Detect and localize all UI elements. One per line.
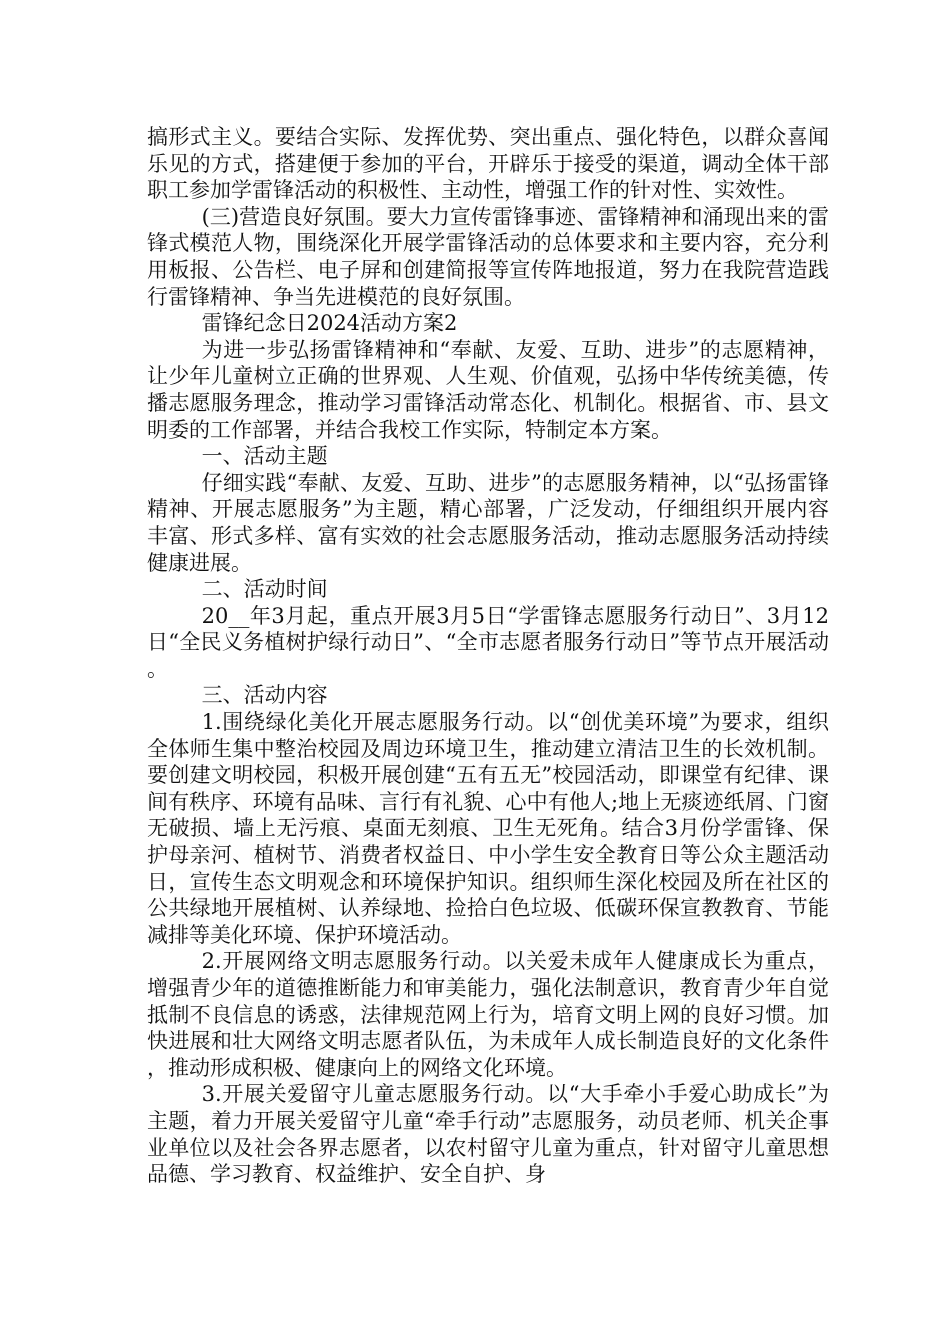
paragraph-intro: 为进一步弘扬雷锋精神和“奉献、友爱、互助、进步”的志愿精神，让少年儿童树立正确的世界观、人生观、价值观，弘扬中华传统美德，传播志愿服务理念，推动学习雷锋活动常态化、机制化。根据省、市、县文明委的工作部署，并结合我校工作实际，特制定本方案。 <box>147 337 829 442</box>
paragraph-content-3: 3.开展关爱留守儿童志愿服务行动。以“大手牵小手爱心助成长”为主题，着力开展关爱留守儿童“牵手行动”志愿服务，动员老师、机关企事业单位以及社会各界志愿者，以农村留守儿童为重点，针对留守儿童思想品德、学习教育、权益维护、安全自护、身 <box>147 1082 829 1187</box>
paragraph-content-2: 2.开展网络文明志愿服务行动。以关爱未成年人健康成长为重点，增强青少年的道德推断能力和审美能力，强化法制意识，教育青少年自觉抵制不良信息的诱惑，法律规范网上行为，培育文明上网的良好习惯。加快进展和壮大网络文明志愿者队伍，为未成年人成长制造良好的文化条件，推动形成积极、健康向上的网络文化环境。 <box>147 949 829 1080</box>
paragraph-time: 20__年3月起，重点开展3月5日“学雷锋志愿服务行动日”、3月12日“全民义务植树护绿行动日”、“全市志愿者服务行动日”等节点开展活动。 <box>147 603 829 681</box>
paragraph-theme: 仔细实践“奉献、友爱、互助、进步”的志愿服务精神，以“弘扬雷锋精神、开展志愿服务”为主题，精心部署，广泛发动，仔细组织开展内容丰富、形式多样、富有实效的社会志愿服务活动，推动志愿服务活动持续健康进展。 <box>147 470 829 575</box>
heading-activity-time: 二、活动时间 <box>201 577 328 602</box>
paragraph-atmosphere: (三)营造良好氛围。要大力宣传雷锋事迹、雷锋精神和涌现出来的雷锋式模范人物，围绕深化开展学雷锋活动的总体要求和主要内容，充分利用板报、公告栏、电子屏和创建简报等宣传阵地报道，努力在我院营造践行雷锋精神、争当先进模范的良好氛围。 <box>147 204 829 309</box>
heading-activity-theme: 一、活动主题 <box>201 444 328 469</box>
paragraph-content-1: 1.围绕绿化美化开展志愿服务行动。以“创优美环境”为要求，组织全体师生集中整治校园及周边环境卫生，推动建立清洁卫生的长效机制。要创建文明校园，积极开展创建“五有五无”校园活动，即课堂有纪律、课间有秩序、环境有品味、言行有礼貌、心中有他人;地上无痰迹纸屑、门窗无破损、墙上无污痕、桌面无刻痕、卫生无死角。结合3月份学雷锋、保护母亲河、植树节、消费者权益日、中小学生安全教育日等公众主题活动日，宣传生态文明观念和环境保护知识。组织师生深化校园及所在社区的公共绿地开展植树、认养绿地、捡拾白色垃圾、低碳环保宣教教育、节能减排等美化环境、保护环境活动。 <box>147 710 829 947</box>
document-body <box>147 124 829 1188</box>
section-title-plan-2: 雷锋纪念日2024活动方案2 <box>201 311 458 336</box>
paragraph-continuation: 搞形式主义。要结合实际、发挥优势、突出重点、强化特色，以群众喜闻乐见的方式，搭建便于参加的平台，开辟乐于接受的渠道，调动全体干部职工参加学雷锋活动的积极性、主动性，增强工作的针对性、实效性。 <box>147 125 829 203</box>
heading-activity-content: 三、活动内容 <box>201 683 328 708</box>
